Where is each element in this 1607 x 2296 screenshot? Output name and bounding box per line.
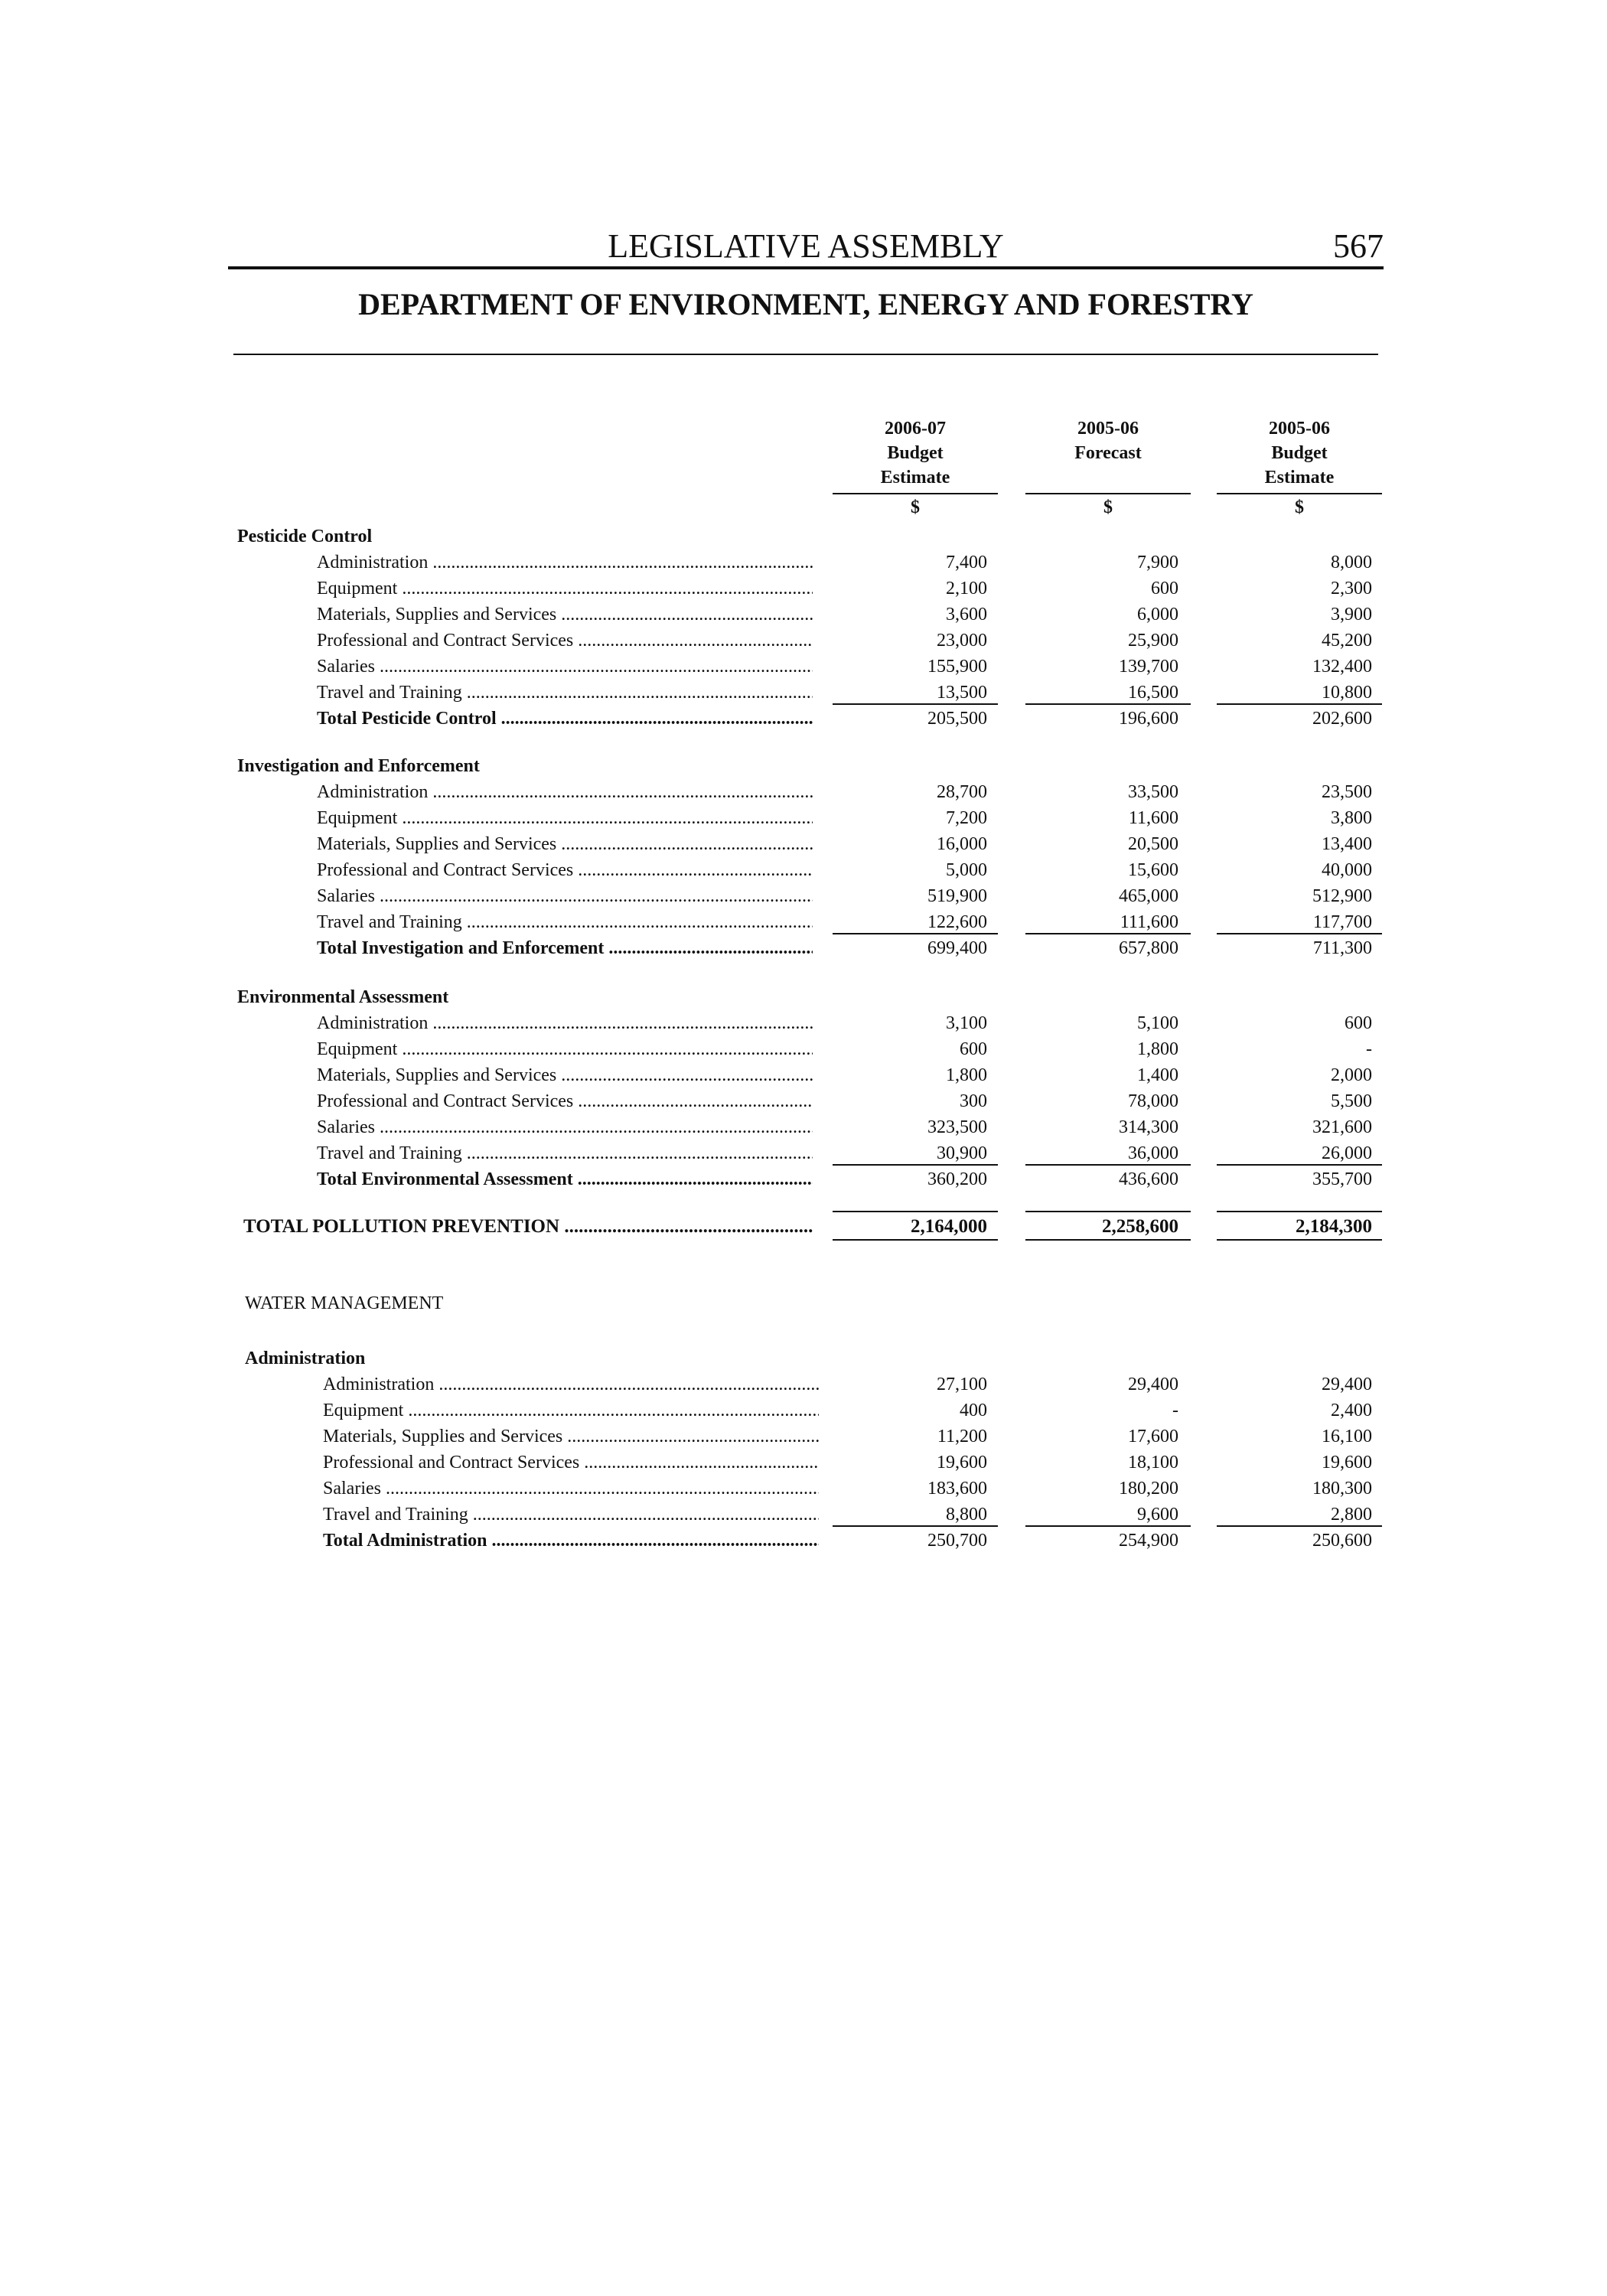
section-title <box>0 1345 1607 1371</box>
table-row-label: Administration ..... <box>317 779 813 805</box>
cell-value: 5,500 <box>1331 1091 1372 1111</box>
cell-value: 205,500 <box>927 709 987 729</box>
total-row <box>0 706 1607 732</box>
table-row-label: Professional and Contract Services ..... <box>317 628 813 654</box>
cell-value: - <box>1172 1401 1178 1420</box>
column-header-line: Budget <box>887 443 944 463</box>
column-header-line: Budget <box>1271 443 1328 463</box>
table-row-label: Travel and Training ..... <box>317 680 813 706</box>
cell-value: 25,900 <box>1128 631 1178 651</box>
column-header-line: 2006-07 <box>885 419 946 439</box>
column-header-line: Forecast <box>1074 443 1142 463</box>
table-row <box>0 1424 1607 1450</box>
cell-value: 17,600 <box>1128 1427 1178 1446</box>
total-row <box>0 935 1607 961</box>
table-row <box>0 654 1607 680</box>
cell-value: 400 <box>960 1401 987 1420</box>
section-title <box>0 523 1607 550</box>
cell-value: 16,500 <box>1128 683 1178 703</box>
cell-value: 11,600 <box>1128 808 1178 828</box>
cell-value: 180,200 <box>1119 1479 1178 1499</box>
cell-value: 26,000 <box>1322 1143 1372 1163</box>
division-title-label: WATER MANAGEMENT <box>245 1293 444 1313</box>
cell-value: 2,258,600 <box>1102 1216 1178 1237</box>
table-row-label: Salaries ..... <box>317 883 813 909</box>
cell-value: 8,800 <box>946 1505 987 1525</box>
cell-value: 180,300 <box>1312 1479 1372 1499</box>
subtotal-rule <box>1217 1525 1382 1527</box>
subtotal-rule <box>1217 703 1382 705</box>
cell-value: 2,000 <box>1331 1065 1372 1085</box>
table-row <box>0 628 1607 654</box>
table-row <box>0 779 1607 805</box>
cell-value: 250,600 <box>1312 1531 1372 1551</box>
column-header-rule <box>1025 493 1191 494</box>
subtotal-rule <box>1217 1239 1382 1241</box>
page-header <box>228 227 1384 266</box>
table-row <box>0 831 1607 857</box>
cell-value: 699,400 <box>927 938 987 958</box>
cell-value: 11,200 <box>937 1427 987 1446</box>
table-row-label: Materials, Supplies and Services ..... <box>317 602 813 628</box>
column-unit: $ <box>1295 497 1304 517</box>
table-row-label: Materials, Supplies and Services ..... <box>317 1062 813 1088</box>
cell-value: 519,900 <box>927 886 987 906</box>
cell-value: 600 <box>1345 1013 1372 1033</box>
grand-total-row <box>0 1214 1607 1240</box>
table-row-label: Travel and Training ..... <box>317 909 813 935</box>
section-title-label: Administration <box>245 1349 366 1368</box>
department-title: DEPARTMENT OF ENVIRONMENT, ENERGY AND FORESTRY <box>358 287 1253 321</box>
section-title <box>0 984 1607 1010</box>
cell-value: 23,500 <box>1322 782 1372 802</box>
total-row-label: Total Environmental Assessment ..... <box>317 1166 813 1192</box>
cell-value: 18,100 <box>1128 1453 1178 1473</box>
table-row-label: Materials, Supplies and Services ..... <box>317 831 813 857</box>
cell-value: 254,900 <box>1119 1531 1178 1551</box>
subtotal-rule <box>833 1525 998 1527</box>
table-row <box>0 805 1607 831</box>
table-row-label: Salaries ..... <box>317 654 813 680</box>
cell-value: 111,600 <box>1120 912 1178 932</box>
cell-value: 27,100 <box>937 1375 987 1394</box>
table-row-label: Salaries ..... <box>323 1476 819 1502</box>
column-header-2 <box>1025 416 1191 465</box>
table-row <box>0 1088 1607 1114</box>
total-row-label: Total Investigation and Enforcement ..... <box>317 935 813 961</box>
cell-value: 19,600 <box>937 1453 987 1473</box>
cell-value: 139,700 <box>1119 657 1178 677</box>
cell-value: 10,800 <box>1322 683 1372 703</box>
subtotal-rule <box>833 933 998 934</box>
table-row-label: Equipment ..... <box>317 805 813 831</box>
section-title-label: Investigation and Enforcement <box>237 756 480 776</box>
cell-value: 323,500 <box>927 1117 987 1137</box>
cell-value: 30,900 <box>937 1143 987 1163</box>
cell-value: 132,400 <box>1312 657 1372 677</box>
cell-value: 3,600 <box>946 605 987 625</box>
cell-value: 465,000 <box>1119 886 1178 906</box>
column-unit: $ <box>911 497 920 517</box>
grand-total-row-label: TOTAL POLLUTION PREVENTION ..... <box>243 1214 813 1240</box>
subtotal-rule <box>1025 1239 1191 1241</box>
cell-value: 657,800 <box>1119 938 1178 958</box>
cell-value: 28,700 <box>937 782 987 802</box>
column-header-line: Estimate <box>880 468 950 488</box>
cell-value: 7,400 <box>946 553 987 572</box>
cell-value: 5,000 <box>946 860 987 880</box>
cell-value: 7,900 <box>1137 553 1178 572</box>
cell-value: 78,000 <box>1128 1091 1178 1111</box>
cell-value: 1,800 <box>946 1065 987 1085</box>
table-row <box>0 857 1607 883</box>
cell-value: 355,700 <box>1312 1169 1372 1189</box>
table-row-label: Salaries ..... <box>317 1114 813 1140</box>
subtotal-rule <box>833 1211 998 1212</box>
table-row-label: Travel and Training ..... <box>323 1502 819 1528</box>
cell-value: 2,400 <box>1331 1401 1372 1420</box>
subtotal-rule <box>1025 933 1191 934</box>
cell-value: 1,800 <box>1137 1039 1178 1059</box>
cell-value: 300 <box>960 1091 987 1111</box>
section-title-label: Pesticide Control <box>237 527 373 546</box>
cell-value: 45,200 <box>1322 631 1372 651</box>
table-row <box>0 909 1607 935</box>
column-header-line: 2005-06 <box>1269 419 1330 439</box>
table-row-label: Administration ..... <box>317 1010 813 1036</box>
table-row <box>0 1036 1607 1062</box>
table-row <box>0 680 1607 706</box>
header-rule <box>228 266 1384 269</box>
cell-value: 29,400 <box>1322 1375 1372 1394</box>
cell-value: 20,500 <box>1128 834 1178 854</box>
table-row <box>0 1140 1607 1166</box>
cell-value: 16,100 <box>1322 1427 1372 1446</box>
cell-value: 512,900 <box>1312 886 1372 906</box>
table-row-label: Administration ..... <box>317 550 813 576</box>
column-header-line: Estimate <box>1264 468 1335 488</box>
total-row-label: Total Administration ..... <box>323 1528 819 1554</box>
cell-value: 711,300 <box>1312 938 1372 958</box>
page-number: 567 <box>1333 227 1384 265</box>
cell-value: 40,000 <box>1322 860 1372 880</box>
cell-value: 3,100 <box>946 1013 987 1033</box>
table-row-label: Administration ..... <box>323 1371 819 1397</box>
cell-value: 8,000 <box>1331 553 1372 572</box>
cell-value: 13,400 <box>1322 834 1372 854</box>
table-row <box>0 1371 1607 1397</box>
cell-value: 3,800 <box>1331 808 1372 828</box>
column-header-1 <box>833 416 998 490</box>
header-title: LEGISLATIVE ASSEMBLY <box>608 227 1004 265</box>
cell-value: 15,600 <box>1128 860 1178 880</box>
subtotal-rule <box>1025 703 1191 705</box>
department-rule <box>233 354 1378 355</box>
table-row-label: Equipment ..... <box>317 1036 813 1062</box>
table-row <box>0 1010 1607 1036</box>
cell-value: 2,100 <box>946 579 987 598</box>
cell-value: 202,600 <box>1312 709 1372 729</box>
cell-value: 2,800 <box>1331 1505 1372 1525</box>
table-row <box>0 576 1607 602</box>
cell-value: 155,900 <box>927 657 987 677</box>
cell-value: 9,600 <box>1137 1505 1178 1525</box>
total-row <box>0 1166 1607 1192</box>
cell-value: 183,600 <box>927 1479 987 1499</box>
cell-value: 5,100 <box>1137 1013 1178 1033</box>
cell-value: 117,700 <box>1312 912 1372 932</box>
table-row <box>0 1062 1607 1088</box>
subtotal-rule <box>1025 1525 1191 1527</box>
table-row <box>0 1502 1607 1528</box>
column-unit: $ <box>1103 497 1113 517</box>
table-row-label: Professional and Contract Services ..... <box>323 1450 819 1476</box>
cell-value: 436,600 <box>1119 1169 1178 1189</box>
cell-value: 36,000 <box>1128 1143 1178 1163</box>
cell-value: 321,600 <box>1312 1117 1372 1137</box>
table-row <box>0 1450 1607 1476</box>
subtotal-rule <box>1025 1164 1191 1166</box>
subtotal-rule <box>833 703 998 705</box>
cell-value: 1,400 <box>1137 1065 1178 1085</box>
table-row <box>0 1397 1607 1424</box>
subtotal-rule <box>1217 933 1382 934</box>
total-row <box>0 1528 1607 1554</box>
table-row-label: Travel and Training ..... <box>317 1140 813 1166</box>
cell-value: 6,000 <box>1137 605 1178 625</box>
table-row <box>0 602 1607 628</box>
cell-value: 19,600 <box>1322 1453 1372 1473</box>
table-row-label: Materials, Supplies and Services ..... <box>323 1424 819 1450</box>
cell-value: 2,184,300 <box>1296 1216 1372 1237</box>
table-row <box>0 1476 1607 1502</box>
cell-value: 29,400 <box>1128 1375 1178 1394</box>
division-title <box>0 1290 1607 1316</box>
column-header-rule <box>833 493 998 494</box>
section-title <box>0 753 1607 779</box>
cell-value: - <box>1366 1039 1372 1059</box>
subtotal-rule <box>1025 1211 1191 1212</box>
table-row-label: Equipment ..... <box>323 1397 819 1424</box>
subtotal-rule <box>1217 1211 1382 1212</box>
cell-value: 2,164,000 <box>911 1216 987 1237</box>
column-header-3 <box>1217 416 1382 490</box>
cell-value: 3,900 <box>1331 605 1372 625</box>
table-row <box>0 883 1607 909</box>
subtotal-rule <box>833 1239 998 1241</box>
table-row <box>0 550 1607 576</box>
cell-value: 7,200 <box>946 808 987 828</box>
cell-value: 314,300 <box>1119 1117 1178 1137</box>
subtotal-rule <box>1217 1164 1382 1166</box>
cell-value: 13,500 <box>937 683 987 703</box>
cell-value: 250,700 <box>927 1531 987 1551</box>
column-header-line: 2005-06 <box>1077 419 1139 439</box>
cell-value: 600 <box>1151 579 1178 598</box>
column-header-rule <box>1217 493 1382 494</box>
table-row-label: Professional and Contract Services ..... <box>317 1088 813 1114</box>
table-row <box>0 1114 1607 1140</box>
cell-value: 600 <box>960 1039 987 1059</box>
table-row-label: Equipment ..... <box>317 576 813 602</box>
cell-value: 2,300 <box>1331 579 1372 598</box>
section-title-label: Environmental Assessment <box>237 987 449 1007</box>
cell-value: 360,200 <box>927 1169 987 1189</box>
subtotal-rule <box>833 1164 998 1166</box>
cell-value: 196,600 <box>1119 709 1178 729</box>
total-row-label: Total Pesticide Control ..... <box>317 706 813 732</box>
cell-value: 33,500 <box>1128 782 1178 802</box>
cell-value: 23,000 <box>937 631 987 651</box>
cell-value: 122,600 <box>927 912 987 932</box>
cell-value: 16,000 <box>937 834 987 854</box>
table-row-label: Professional and Contract Services ..... <box>317 857 813 883</box>
